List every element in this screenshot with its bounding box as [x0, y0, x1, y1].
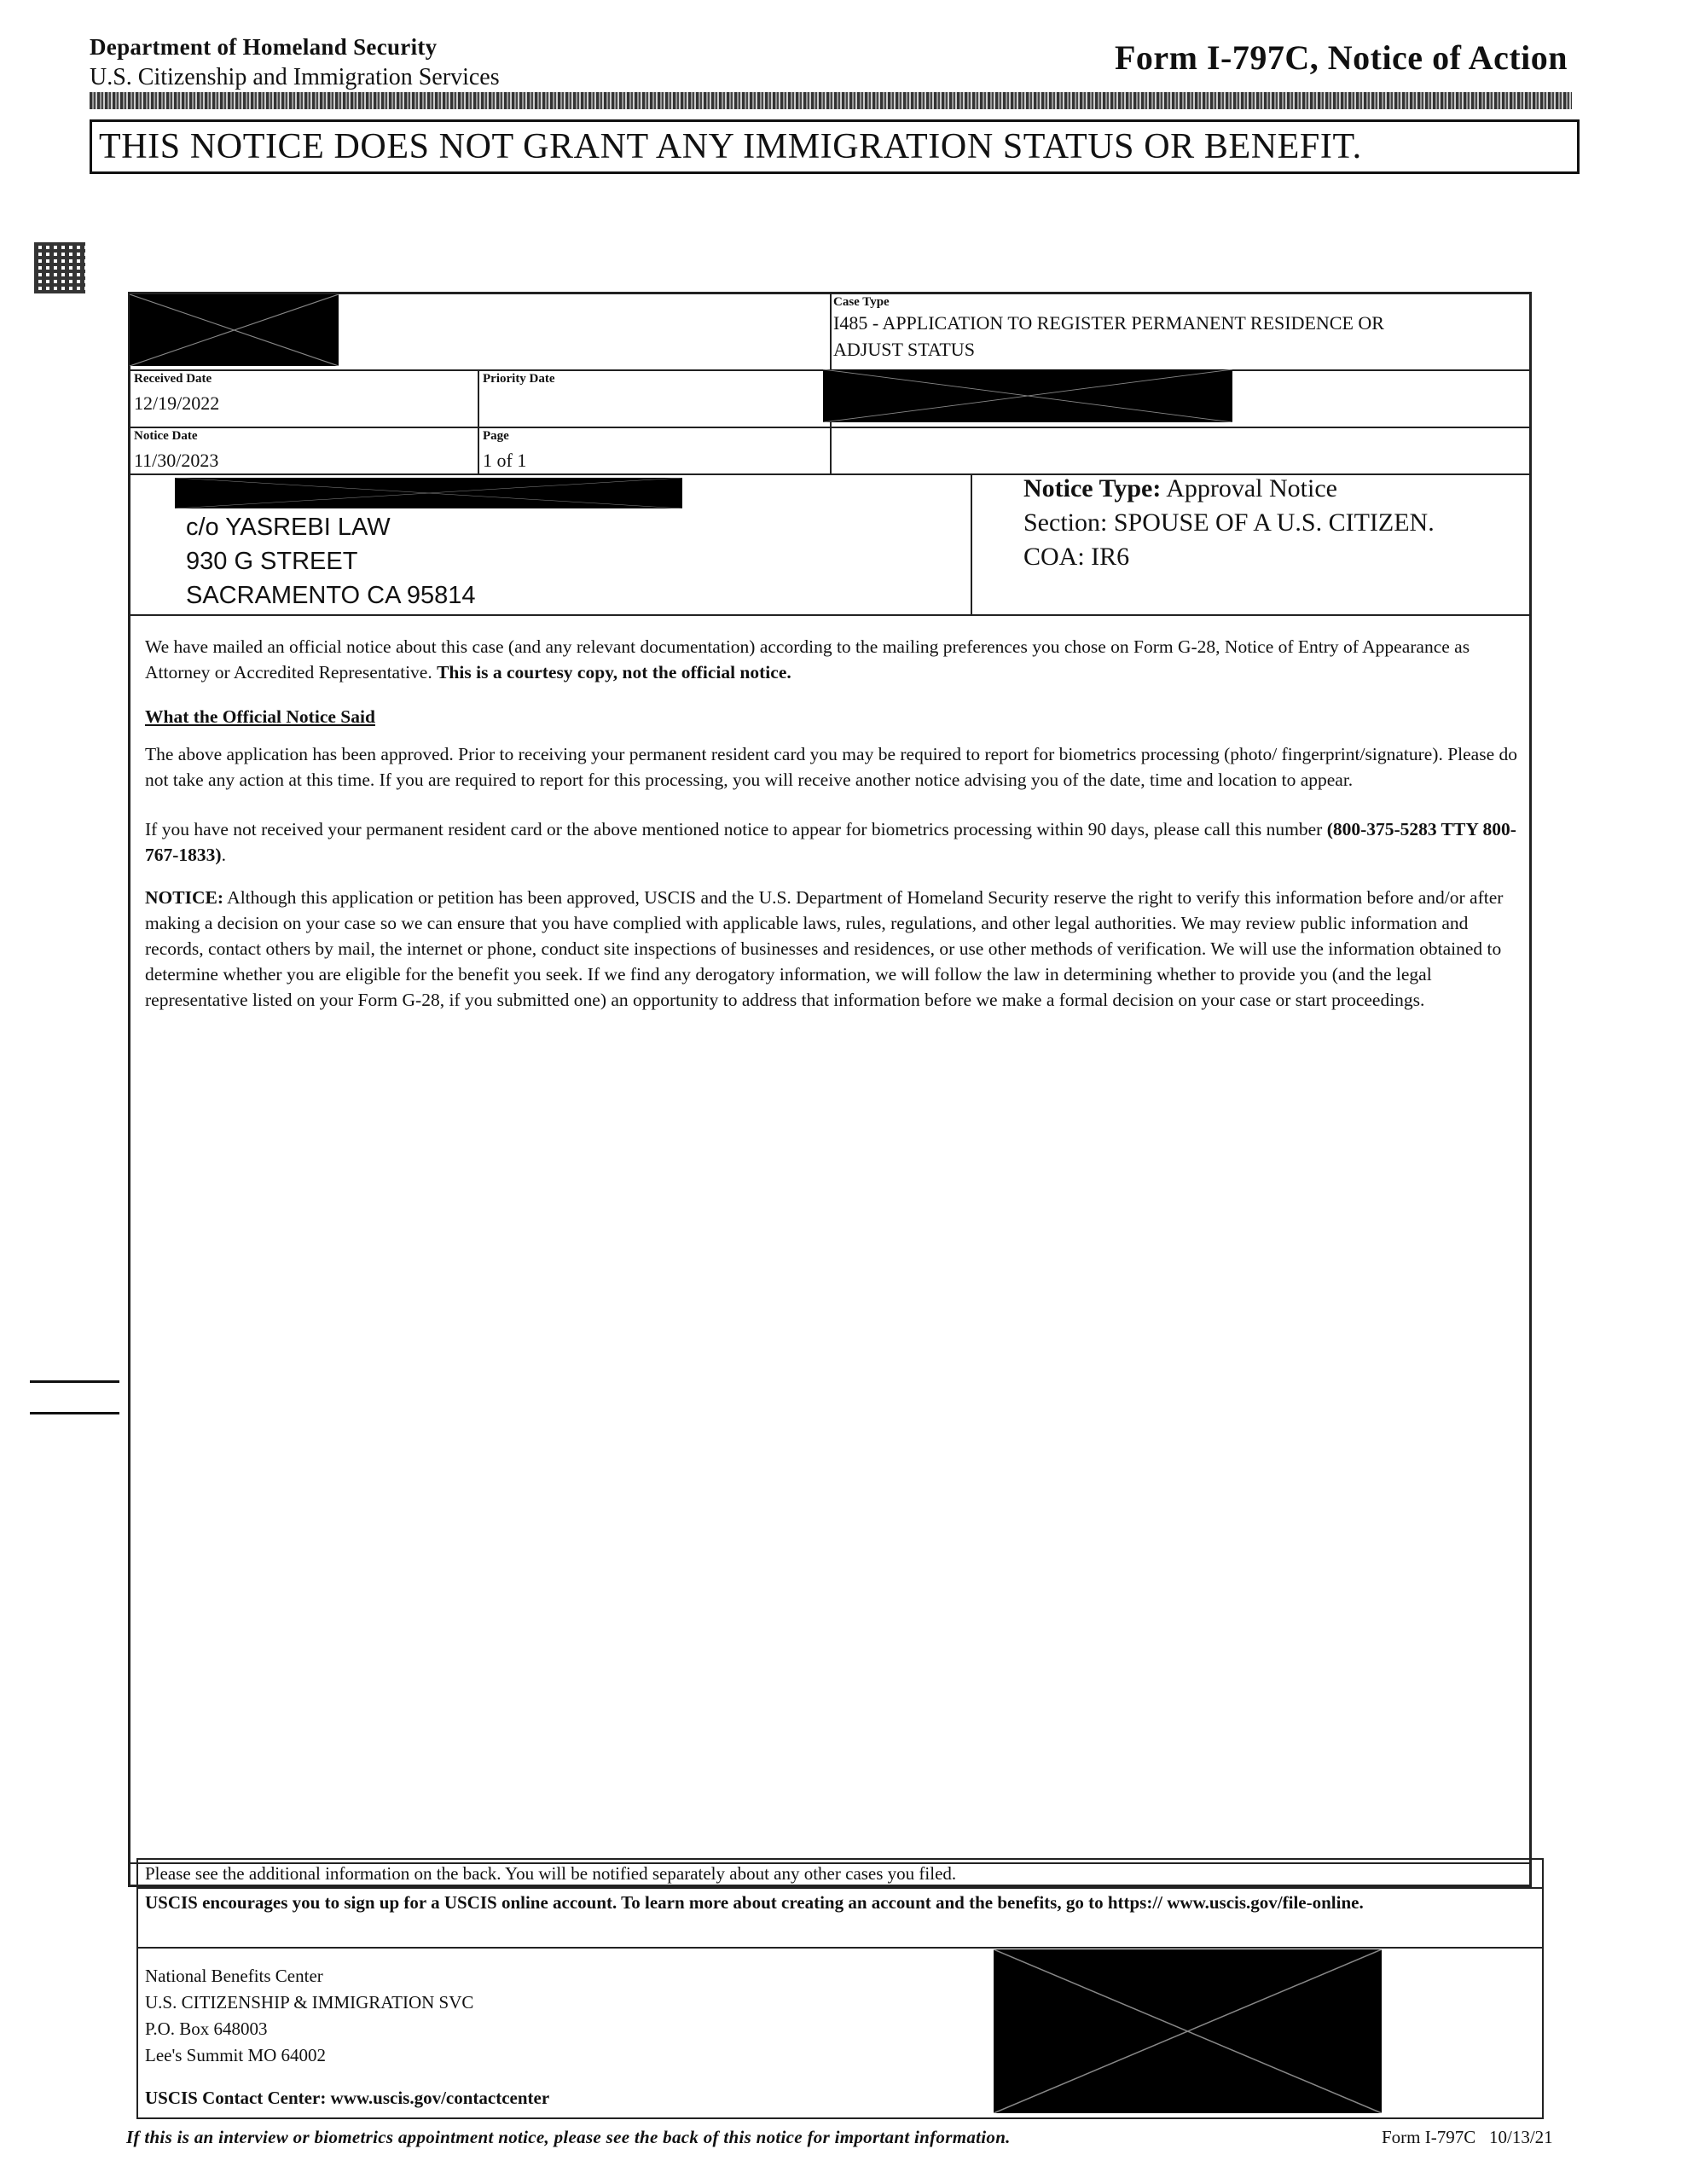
notice-body [145, 634, 1527, 1013]
notice-type-value: Approval Notice [1161, 474, 1337, 502]
redacted-signature-block [994, 1949, 1382, 2113]
department-name: Department of Homeland Security [90, 34, 438, 60]
agency-name: U.S. Citizenship and Immigration Services [90, 64, 500, 90]
approval-paragraph: The above application has been approved. Prior to receiving your permanent resident card you may be required to report for biometrics processing (photo/ fingerprint/signature). Please do not take any action at this time. If you are required to report for this processing, you will receive another notice advising you of the date, time and location to appear. [145, 744, 1517, 790]
margin-mark [30, 1380, 119, 1383]
notice-coa: COA: IR6 [1023, 543, 1130, 571]
received-date-value: 12/19/2022 [134, 392, 220, 414]
address-line: SACRAMENTO CA 95814 [186, 582, 476, 609]
address-line: c/o YASREBI LAW [186, 514, 391, 541]
notice-info-block [1023, 472, 1435, 574]
notice-label: NOTICE: [145, 887, 223, 908]
office-address [145, 1963, 473, 2069]
additional-info-note: Please see the additional information on the back. You will be notified separately about any other cases you filed. [145, 1863, 957, 1884]
barcode-icon [34, 242, 85, 293]
header-pattern-band [90, 92, 1572, 109]
office-line: P.O. Box 648003 [145, 2018, 268, 2039]
page-label: Page [483, 429, 509, 443]
office-line: Lee's Summit MO 64002 [145, 2045, 327, 2065]
redacted-beneficiary [823, 369, 1232, 422]
priority-date-label: Priority Date [483, 372, 555, 386]
address-line: 930 G STREET [186, 548, 358, 575]
bottom-note: If this is an interview or biometrics appointment notice, please see the back of this notice for important information. [126, 2127, 1011, 2147]
form-edition: Form I-797C 10/13/21 [1382, 2127, 1553, 2147]
verification-paragraph: NOTICE: Although this application or petition has been approved, USCIS and the U.S. Department of Homeland Security reserve the right to verify this information before and/or after making a decision on your case so we can ensure that you have complied with applicable laws, rules, regulations, and other legal authorities. We may review public information and records, contact others by mail, the internet or phone, conduct site inspections of businesses and residences, or use other methods of verification. We will use the information obtained to determine whether you are eligible for the benefit you seek. If we find any derogatory information, we will follow the law in determining whether to provide you (and the legal representative listed on your Form G-28, if you submitted one) an opportunity to address that information before we make a formal decision on your case or start proceedings. [145, 887, 1504, 1010]
notice-date-value: 11/30/2023 [134, 450, 219, 471]
address-block [186, 510, 476, 613]
received-date-label: Received Date [134, 372, 212, 386]
biometrics-paragraph: If you have not received your permanent resident card or the above mentioned notice to appear for biometrics processing within 90 days, please call this number (800-375-5283 TTY 800-767-1833). [145, 819, 1516, 865]
notice-type-label: Notice Type: [1023, 474, 1162, 502]
notice-type [1023, 472, 1435, 506]
status-banner: THIS NOTICE DOES NOT GRANT ANY IMMIGRATION STATUS OR BENEFIT. [90, 119, 1580, 174]
courtesy-copy-note: This is a courtesy copy, not the official notice. [437, 662, 791, 682]
redacted-recipient-name [175, 478, 682, 508]
form-title: Form I-797C, Notice of Action [1114, 38, 1568, 77]
notice-section: Section: SPOUSE OF A U.S. CITIZEN. [1023, 508, 1435, 537]
case-type-value: I485 - APPLICATION TO REGISTER PERMANENT RESIDENCE OR [833, 312, 1384, 334]
redacted-receipt-number [130, 294, 339, 366]
office-line: National Benefits Center [145, 1966, 323, 1986]
case-type-label: Case Type [833, 295, 890, 309]
notice-date-label: Notice Date [134, 429, 198, 443]
office-line: U.S. CITIZENSHIP & IMMIGRATION SVC [145, 1992, 474, 2013]
case-type-value-cont: ADJUST STATUS [833, 339, 975, 360]
page-value: 1 of 1 [483, 450, 527, 471]
contact-center: USCIS Contact Center: www.uscis.gov/contactcenter [145, 2088, 550, 2108]
official-notice-heading: What the Official Notice Said [145, 706, 375, 727]
online-account-note: USCIS encourages you to sign up for a USCIS online account. To learn more about creating an account and the benefits, go to https:// www.uscis.gov/file-online. [145, 1892, 1364, 1913]
phone-number: (800-375-5283 TTY 800-767-1833) [145, 819, 1516, 865]
mailing-paragraph: We have mailed an official notice about this case (and any relevant documentation) according to the mailing preferences you chose on Form G-28, Notice of Entry of Appearance as Attorney or Accredited Representative. This is a courtesy copy, not the official notice. [145, 636, 1470, 682]
margin-mark [30, 1412, 119, 1414]
